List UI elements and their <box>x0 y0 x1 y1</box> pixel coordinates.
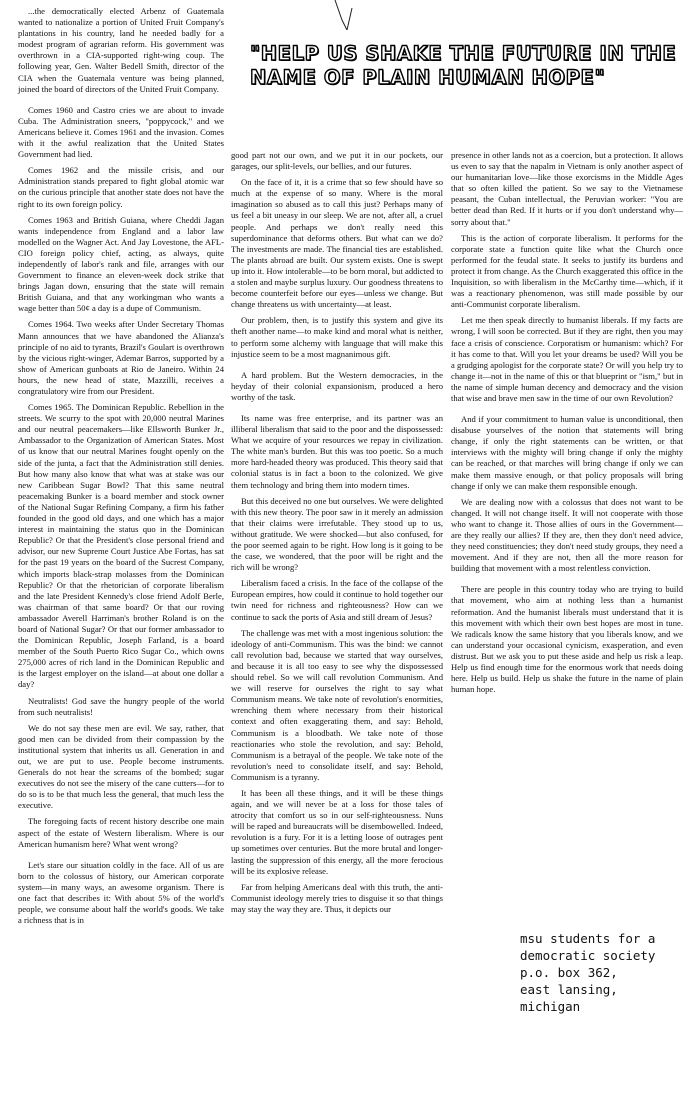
paragraph: But this deceived no one but ourselves. We were delighted with this new theory. The poor saw in it merely an admission that their claims were irrefutable. They stood up to us, without gratitude. We were shocked—but also confused, for the poor seemed again to be right. How long is it going to be the case, we wondered, that the poor will be right and the rich will be wrong? <box>231 495 443 573</box>
paragraph: Comes 1962 and the missile crisis, and our Administration stands prepared to fight global atomic war on the curious principle that another state does not have the right to its own foreign policy. <box>18 165 224 209</box>
paragraph: We do not say these men are evil. We say, rather, that good men can be divided from their compassion by the institutional system that inherits us all. Generation in and out, we are put to use. People become instruments. Generals do not hear the screams of the bombed; sugar executives do not see the misery of the cane cutters—for to do so is to be that much less the general, that much less the executive. <box>18 722 224 811</box>
paragraph: Comes 1960 and Castro cries we are about to invade Cuba. The Administration sneers, "poppycock," and we Americans believe it. Comes 1961 and the invasion. Comes with it the awful realization that the United States Government had lied. <box>18 104 224 160</box>
paragraph: And if your commitment to human value is unconditional, then disabuse yourselves of the notion that statements will bring change, if only the right statements can be written, or that interviews with the mighty will bring change if only the mighty can be reached, or that marches will bring change if only we can make them massive enough, or that policy proposals will bring change if only we can make them responsible enough. <box>451 414 683 491</box>
paragraph: Its name was free enterprise, and its partner was an illiberal liberalism that said to the poor and the dispossessed: What we acquire of your resources we repay in civilization. The white man's burden. But this was too poetic. So a much more hard-headed theory was produced. This theory said that colonial status is in fact a boon to the colonized. We give them technology and bring them into modern times. <box>231 412 443 490</box>
column-3 <box>451 150 683 700</box>
paragraph: A hard problem. But the Western democracies, in the heyday of their colonial expansionism, produced a hero worthy of the task. <box>231 369 443 402</box>
paragraph: On the face of it, it is a crime that so few should have so much at the expense of so many. Where is the moral imagination so abused as to call this just? Perhaps many of us feel a bit uneasy in our sleep. We are not, after all, a cruel people. And perhaps we don't really need this superdominance that deforms others. But what can we do? The investments are made. The financial ties are established. The plants abroad are built. Our system exists. One is swept up into it. How intolerable—to be born moral, but addicted to a stolen and maybe surplus luxury. Our goodness threatens to become counterfeit before our eyes—unless we change. But change threatens us with uncertainty—at least. <box>231 177 443 310</box>
headline: "HELP US SHAKE THE FUTURE IN THE NAME OF PLAIN HUMAN HOPE" <box>250 42 677 89</box>
paragraph: This is the action of corporate liberalism. It performs for the corporate state a function quite like what the Church once performed for the feudal state. It seeks to justify its burdens and protect it from change. As the Church exaggerated this office in the Inquisition, so with liberalism in the McCarthy time—which, if it was a reactionary phenomenon, was still made possible by our anti-Communist corporate liberalism. <box>451 232 683 310</box>
paragraph: Neutralists! God save the hungry people of the world from such neutralists! <box>18 695 224 717</box>
pen-stroke-marks <box>0 0 700 60</box>
paragraph: We are dealing now with a colossus that does not want to be changed. It will not change itself. It will not cooperate with those who want to change it. Those allies of ours in the Government—are they really our allies? If they are, then they don't need advice, they need constituencies; they don't need study groups, they need a movement. And if they are not, then all the more reason for building that movement with a most relentless conviction. <box>451 496 683 574</box>
address-block <box>520 930 655 1015</box>
paragraph: Comes 1963 and British Guiana, where Cheddi Jagan wants independence from England and a labor law modelled on the Wagner Act. And Jay Lovestone, the AFL-CIO foreign policy chief, acting, as always, quite independently of labor's rank and file, arranges with our Government to finance an eleven-week dock strike that brings Jagan down, ensuring that the state will remain British Guiana, and that any workingman who wants a wage better than 50¢ a day is a dupe of Communism. <box>18 214 224 314</box>
paragraph: It has been all these things, and it will be these things again, and we will never be at a loss for those tales of atrocity that comfort us so in our self-righteousness. Nuns will be raped and bureaucrats will be disembowelled. Indeed, revolution is a fury. For it is a letting loose of outrages pent up sometimes over centuries. But the more brutal and longer-lasting the suppression of this energy, all the more ferocious will be its explosive release. <box>231 787 443 876</box>
paragraph: There are people in this country today who are trying to build that movement, who aim at nothing less than a humanist reformation. And the humanist liberals must understand that it is this movement with which their own best hopes are most in tune. We radicals know the same history that you liberals know, and we can understand your occasional cynicism, exasperation, and even distrust. But we ask you to put these aside and help us risk a leap. Help us find enough time for the enormous work that needs doing here. Help us build. Help us shake the future in the name of plain human hope. <box>451 584 683 695</box>
paragraph: Far from helping Americans deal with this truth, the anti-Communist ideology merely tries to disguise it so that things may stay the way they are. Thus, it depicts our <box>231 881 443 914</box>
paragraph: Our problem, then, is to justify this system and give its theft another name—to make kind and moral what is neither, to perform some alchemy with language that will make this injustice seem to be a most magnanimous gift. <box>231 315 443 359</box>
paragraph: Let's stare our situation coldly in the face. All of us are born to the colossus of history, our American corporate system—in many ways, an awesome organism. There is one fact that describes it: With about 5% of the world's people, we consume about half the world's goods. We take a richness that is in <box>18 859 224 926</box>
pen-stroke <box>347 8 352 30</box>
paragraph: good part not our own, and we put it in our pockets, our garages, our split-levels, our bellies, and our futures. <box>231 150 443 172</box>
column-2 <box>231 150 443 920</box>
address-line: east lansing, <box>520 982 618 997</box>
paragraph: presence in other lands not as a coercion, but a protection. It allows us even to say that the napalm in Vietnam is only another aspect of our humanitarian love—like those exorcisms in the Middle Ages that so often killed the patient. So we say to the Vietnamese peasant, the Cuban intellectual, the Peruvian worker: "You are better dead than Red. If it hurts or if you don't understand why—sorry about that." <box>451 150 683 227</box>
paragraph: The foregoing facts of recent history describe one main aspect of the estate of Western liberalism. Where is our American humanism here? What went wrong? <box>18 816 224 849</box>
address-line: msu students for a <box>520 931 656 946</box>
address-line: p.o. box 362, <box>520 965 618 980</box>
paragraph: Let me then speak directly to humanist liberals. If my facts are wrong, I will soon be corrected. But if they are right, then you may face a crisis of conscience. Corporatism or humanism: which? For it has come to that. Will you let your dreams be used? Will you be a grudging apologist for the corporate state? Or will you help try to change it—not in the name of this or that blueprint or "ism," but in the name of simple human decency and democracy and the vision that wise and brave men saw in the time of our own Revolution? <box>451 315 683 403</box>
paragraph: The challenge was met with a most ingenious solution: the ideology of anti-Communism. This was the bind: we cannot call revolution bad, because we started that way ourselves, and because it is all too easy to see why the dispossessed should rebel. So we will call revolution Communism. And we will reserve for ourselves the right to say what Communism means. We take note of revolution's enormities, wrenching them where necessary from their historical context and often exaggerating them, and say: Behold, Communism is a bloodbath. We take note of those reactionaries who stole the revolution, and say: Behold, Communism is a betrayal of the people. We take note of the revolution's need to consolidate itself, and say: Behold, Communism is a tyranny. <box>231 627 443 782</box>
paragraph: ...the democratically elected Arbenz of Guatemala wanted to nationalize a portion of United Fruit Company's plantations in his country, land he needed badly for a modest program of agrarian reform. His government was overthrown in a CIA-supported right-wing coup. The following year, Gen. Walter Bedell Smith, director of the CIA when the Guatemala venture was being planned, joined the board of directors of the United Fruit Company. <box>18 6 224 94</box>
address-line: democratic society <box>520 948 656 963</box>
pen-stroke <box>335 0 347 30</box>
paragraph: Liberalism faced a crisis. In the face of the collapse of the European empires, how could it continue to hold together our twin need for richness and righteousness? How can we continue to sack the ports of Asia and still dream of Jesus? <box>231 578 443 622</box>
paragraph: Comes 1964. Two weeks after Under Secretary Thomas Mann announces that we have abandoned the Alianza's principle of no aid to tyrants, Brazil's Goulart is overthrown by the vicious right-winger, Ademar Barros, supported by a show of American gunboats at Rio de Janeiro. Within 24 hours, the new head of state, Mazzilli, receives a congratulatory wire from our President. <box>18 319 224 396</box>
column-1 <box>18 6 224 931</box>
address-line: michigan <box>520 999 581 1014</box>
paragraph: Comes 1965. The Dominican Republic. Rebellion in the streets. We scurry to the spot with 20,000 neutral Marines and our neutral peacemakers—like Ellsworth Bunker Jr., Ambassador to the Organization of American States. Most of us know that our neutral Marines fought openly on the side of the junta, a fact that the Administration still denies. But how many also know that what was at stake was our new Caribbean Sugar Bowl? That this same neutral peacemaking Bunker is a board member and stock owner of the National Sugar Refining Company, a firm his father founded in the good old days, and one which has a major interest in maintaining the status quo in the Dominican Republic? Or that the President's close personal friend and advisor, our new Supreme Court Justice Abe Fortas, has sat for the past 19 years on the board of the Sucrest Company, which imports black-strap molasses from the Dominican Republic? Or that the rhetorician of corporate liberalism and the late President Kennedy's close friend Adolf Berle, was chairman of that same board? Or that our roving ambassador Averell Harriman's brother Roland is on the board of National Sugar? Or that our former ambassador to the Dominican Republic, Joseph Farland, is a board member of the South Puerto Rico Sugar Co., which owns 275,000 acres of rich land in the Dominican Republic and is the largest employer on the island—at about one dollar a day? <box>18 402 224 690</box>
